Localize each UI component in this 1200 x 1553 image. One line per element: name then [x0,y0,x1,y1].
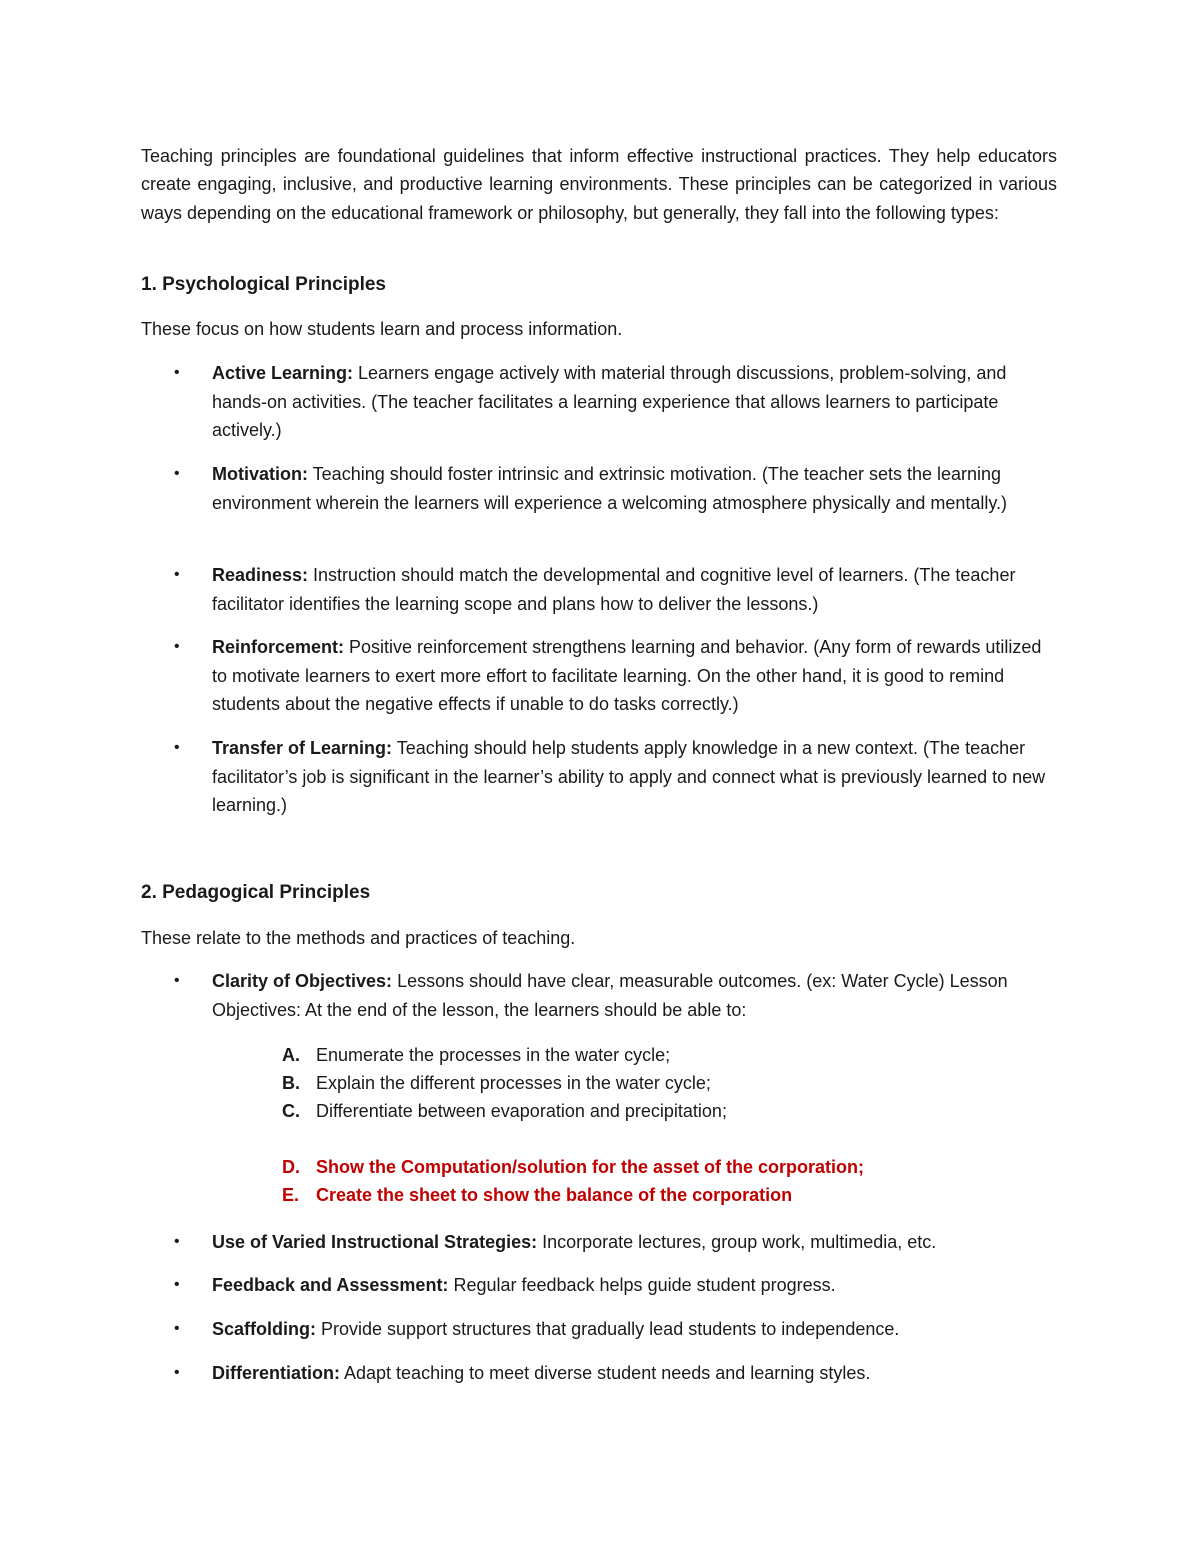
section-1-heading: 1. Psychological Principles [141,274,386,295]
list-item-content [212,561,1061,618]
list-item-term: Clarity of Objectives: [212,971,393,991]
objective-text: Differentiate between evaporation and precipitation; [316,1101,727,1121]
objective-item-highlighted [282,1181,1082,1209]
objective-text: Explain the different processes in the water cycle; [316,1073,711,1093]
bullet-icon: • [174,465,180,482]
list-item-text: Learners engage actively with material through discussions, problem-solving, and hands-on activities. (The teacher facilitates a learning experience that allows learners to participate actively.) [212,363,1007,441]
list-item [141,460,1061,517]
bullet-icon: • [174,638,180,655]
list-item [141,1315,1061,1344]
list-item-content [212,633,1061,719]
list-item-term: Scaffolding: [212,1319,316,1339]
objective-item-highlighted [282,1153,1082,1181]
objective-item [282,1041,1082,1069]
list-item-text: Instruction should match the developmental and cognitive level of learners. (The teacher facilitator identifies the learning scope and plans how to deliver the lessons.) [212,565,1016,614]
objective-item [282,1069,1082,1097]
list-item [141,359,1061,445]
objective-text: Show the Computation/solution for the asset of the corporation; [316,1157,864,1177]
section-2-description: These relate to the methods and practices of teaching. [141,928,576,948]
bullet-icon: • [174,1233,180,1250]
list-item-content [212,359,1061,445]
list-item-content [212,1359,1061,1388]
section-2-heading: 2. Pedagogical Principles [141,882,371,903]
objective-letter: C. [282,1101,300,1121]
list-item-content [212,734,1061,820]
objective-letter: A. [282,1045,300,1065]
intro-paragraph: Teaching principles are foundational guidelines that inform effective instructional practices. They help educators create engaging, inclusive, and productive learning environments. These principles can be categorized in various ways depending on the educational framework or philosophy, but generally, they fall into the following types: [141,146,1057,223]
list-item-term: Readiness: [212,565,309,585]
list-item [141,1228,1061,1257]
list-item [141,967,1061,1024]
list-item-text: Lessons should have clear, measurable outcomes. (ex: Water Cycle) Lesson Objectives: At the end of the lesson, the learners should be able to: [212,971,1008,1020]
list-item [141,633,1061,719]
list-item-term: Motivation: [212,464,308,484]
list-item-content [212,1315,1061,1344]
list-item-content [212,1228,1061,1257]
objective-item [282,1097,1082,1125]
bullet-icon: • [174,566,180,583]
list-item-content [212,1271,1061,1300]
objective-text: Create the sheet to show the balance of the corporation [316,1185,793,1205]
list-item-text: Regular feedback helps guide student progress. [448,1275,836,1295]
bullet-icon: • [174,1276,180,1293]
bullet-icon: • [174,1320,180,1337]
list-item-text: Adapt teaching to meet diverse student needs and learning styles. [340,1363,871,1383]
section-1-description: These focus on how students learn and process information. [141,319,623,339]
list-item-text: Teaching should foster intrinsic and extrinsic motivation. (The teacher sets the learning environment wherein the learners will experience a welcoming atmosphere physically and mentally.) [212,464,1008,513]
list-item-term: Reinforcement: [212,637,345,657]
list-item-term: Feedback and Assessment: [212,1275,449,1295]
list-item-text: Positive reinforcement strengthens learning and behavior. (Any form of rewards utilized to motivate learners to exert more effort to facilitate learning. On the other hand, it is good to remind students about the negative effects if unable to do tasks correctly.) [212,637,1042,715]
list-item-term: Use of Varied Instructional Strategies: [212,1232,538,1252]
objective-letter: E. [282,1185,300,1205]
list-item-content [212,967,1061,1024]
list-item [141,734,1061,820]
list-item-term: Active Learning: [212,363,354,383]
objective-letter: B. [282,1073,300,1093]
objective-letter: D. [282,1157,300,1177]
list-item-term: Differentiation: [212,1363,340,1383]
list-item-content [212,460,1061,517]
bullet-icon: • [174,739,180,756]
bullet-icon: • [174,1364,180,1381]
list-item-text: Provide support structures that gradually lead students to independence. [316,1319,900,1339]
list-item-text: Teaching should help students apply knowledge in a new context. (The teacher facilitator’s job is significant in the learner’s ability to apply and connect what is previously learned to new learning.) [212,738,1046,816]
objective-text: Enumerate the processes in the water cycle; [316,1045,671,1065]
list-item-term: Transfer of Learning: [212,738,393,758]
bullet-icon: • [174,972,180,989]
list-item-text: Incorporate lectures, group work, multimedia, etc. [537,1232,937,1252]
list-item [141,561,1061,618]
list-item [141,1271,1061,1300]
bullet-icon: • [174,364,180,381]
list-item [141,1359,1061,1388]
